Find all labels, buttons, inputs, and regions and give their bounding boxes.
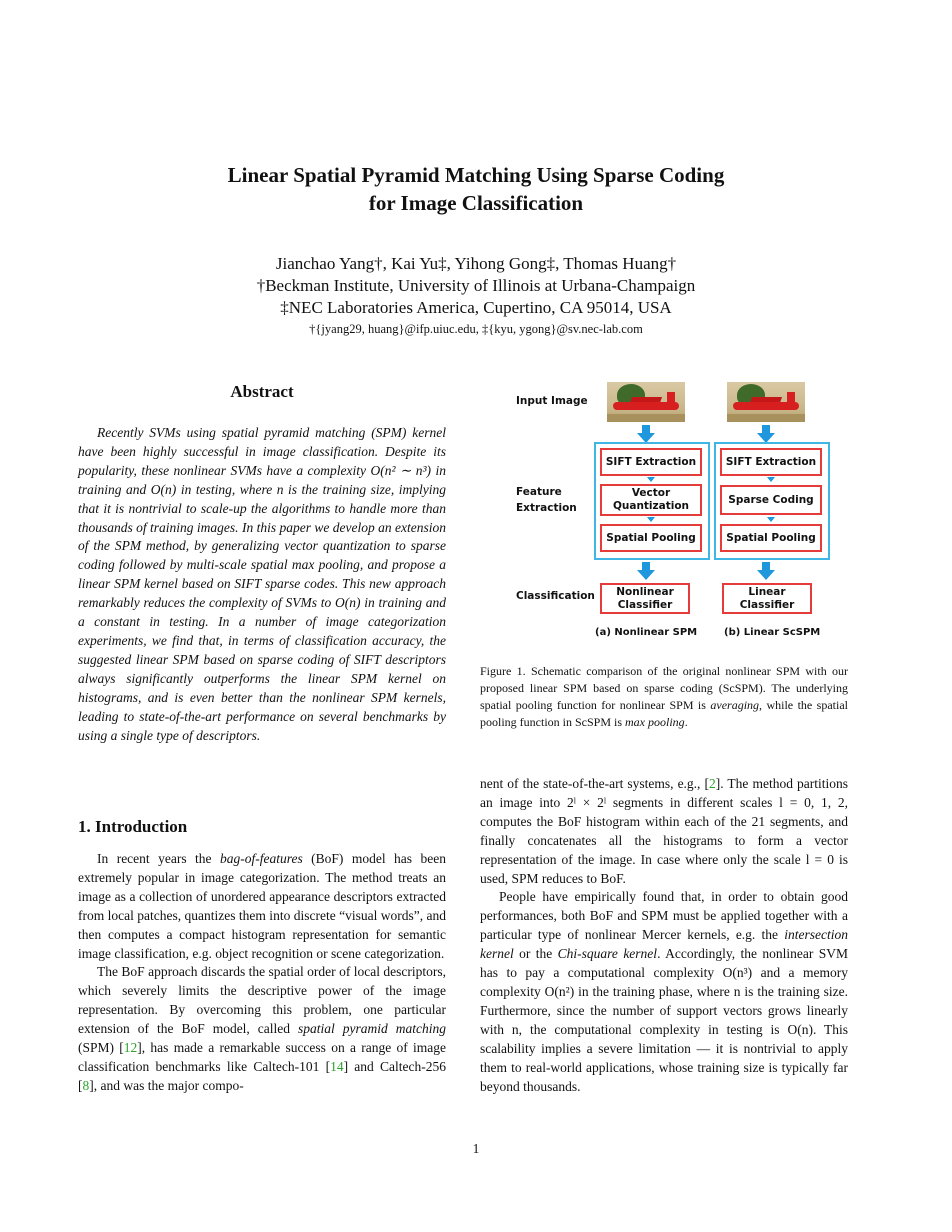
paper-title-line1: Linear Spatial Pyramid Matching Using Sparse Coding	[227, 163, 725, 187]
nonlinear-classifier-box: Nonlinear Classifier	[600, 583, 690, 614]
arrow-down-icon	[637, 570, 655, 580]
input-image-left	[607, 382, 685, 422]
row-label-extraction: Extraction	[516, 502, 577, 514]
affiliation-2: ‡NEC Laboratories America, Cupertino, CA 95014, USA	[280, 298, 672, 317]
intro-left-column	[78, 850, 446, 1096]
spatial-pooling-box-right: Spatial Pooling	[720, 524, 822, 552]
figure-1-diagram	[506, 376, 846, 646]
author-names: Jianchao Yang†, Kai Yu‡, Yihong Gong‡, Thomas Huang†	[275, 254, 677, 273]
intro-heading: 1. Introduction	[78, 817, 188, 836]
arrow-down-icon	[757, 570, 775, 580]
abstract-body	[78, 424, 446, 745]
linear-classifier-box: Linear Classifier	[722, 583, 812, 614]
author-emails: †{jyang29, huang}@ifp.uiuc.edu, ‡{kyu, ygong}@sv.nec-lab.com	[309, 322, 643, 336]
page-number: 1	[472, 1141, 480, 1156]
figure-sublabel-b: (b) Linear ScSPM	[724, 627, 821, 638]
sift-extraction-box-right: SIFT Extraction	[720, 448, 822, 476]
sift-extraction-box-left: SIFT Extraction	[600, 448, 702, 476]
abstract-heading: Abstract	[230, 382, 294, 401]
paper-title-line2: for Image Classification	[368, 191, 584, 215]
citation-link[interactable]: 12	[123, 1040, 138, 1056]
figure-1-caption: Figure 1. Schematic comparison of the original nonlinear SPM with our proposed linear SPM based on sparse coding (ScSPM). The underlying spatial pooling function for nonlinear SPM is averaging, while the spatial pooling function in ScSPM is max pooling.	[480, 664, 848, 729]
intro-paragraph-3: nent of the state-of-the-art systems, e.g., [2]. The method partitions an image into 2ˡ × 2ˡ segments in different scales l = 0, 1, 2, computes the BoF histogram within each of the 21 segments, and finally concatenates all the histograms to form a vector representation of the image. In case where only the scale l = 0 is used, SPM reduces to BoF.	[480, 776, 848, 886]
arrow-down-icon	[647, 477, 655, 482]
arrow-down-icon	[647, 517, 655, 522]
abstract-text: Recently SVMs using spatial pyramid matching (SPM) kernel have been highly successful in image classification. Despite its popularity, these nonlinear SVMs have a complexity O(n² ∼ n³) in training and O(n) in testing, where n is the training size, implying that it is nontrivial to scale-up the algorithms to handle more than thousands of training images. In this paper we develop an extension of the SPM method, by generalizing vector quantization to sparse coding followed by multi-scale spatial max pooling, and propose a linear SPM kernel based on SIFT sparse codes. This new approach remarkably reduces the complexity of SVMs to O(n) in training and a constant in testing. In a number of image categorization experiments, we find that, in terms of classification accuracy, the suggested linear SPM based on sparse coding of SIFT descriptors always significantly outperforms the linear SPM kernel on histograms, and is even better than the nonlinear SPM kernels, leading to state-of-the-art performance on several benchmarks by using a single type of descriptors.	[78, 425, 446, 743]
input-image-right	[727, 382, 805, 422]
row-label-classification: Classification	[516, 590, 595, 602]
affiliation-1: †Beckman Institute, University of Illinois at Urbana-Champaign	[256, 276, 696, 295]
intro-paragraph-1: In recent years the bag-of-features (BoF) model has been extremely popular in image categorization. The method treats an image as a collection of unordered appearance descriptors extracted from local patches, quantizes them into discrete “visual words”, and then computes a compact histogram representation for semantic image classification, e.g. object recognition or scene categorization.	[78, 851, 446, 961]
intro-paragraph-2: The BoF approach discards the spatial order of local descriptors, which severely limits the descriptive power of the image representation. By overcoming this problem, one particular extension of the BoF model, called spatial pyramid matching (SPM) [12], has made a remarkable success on a range of image classification benchmarks like Caltech-101 [14] and Caltech-256 [8], and was the major compo-	[78, 964, 446, 1093]
sparse-coding-box: Sparse Coding	[720, 485, 822, 515]
citation-link[interactable]: 8	[82, 1077, 90, 1093]
arrow-down-icon	[767, 477, 775, 482]
row-label-feature: Feature	[516, 486, 562, 498]
intro-paragraph-4: People have empirically found that, in order to obtain good performances, both BoF and SPM must be applied together with a particular type of nonlinear Mercer kernels, e.g. the intersection kernel or the Chi-square kernel. Accordingly, the nonlinear SVM has to pay a computational complexity O(n³) and a memory complexity O(n²) in the training phase, where n is the training size. Furthermore, since the number of support vectors grows linearly with n, the computational complexity in testing is O(n). This scalability implies a severe limitation — it is nontrivial to apply them to real-world applications, whose training size is typically far beyond thousands.	[480, 889, 848, 1094]
citation-link[interactable]: 2	[708, 776, 716, 791]
vector-quantization-box: Vector Quantization	[600, 484, 702, 516]
row-label-input: Input Image	[516, 395, 588, 407]
spatial-pooling-box-left: Spatial Pooling	[600, 524, 702, 552]
arrow-down-icon	[767, 517, 775, 522]
intro-right-column	[480, 775, 848, 1096]
citation-link[interactable]: 14	[330, 1058, 344, 1074]
figure-sublabel-a: (a) Nonlinear SPM	[595, 627, 698, 638]
